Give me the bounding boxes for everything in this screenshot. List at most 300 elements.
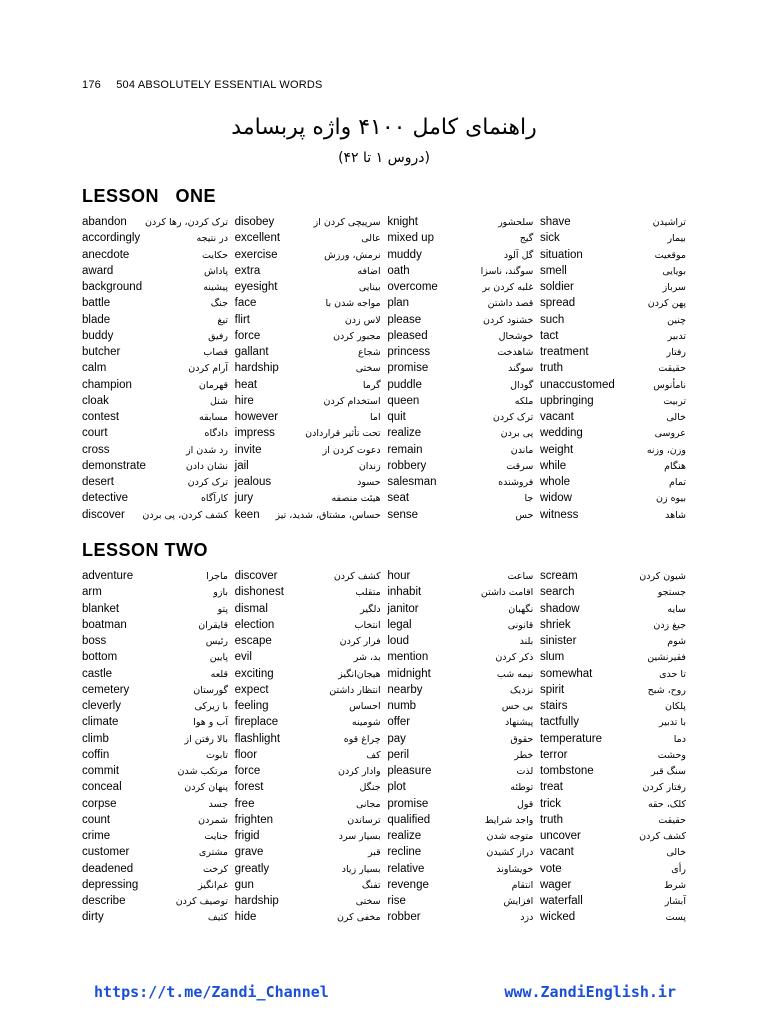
english-word: promise	[387, 797, 429, 810]
persian-meaning: کشف کردن	[333, 571, 381, 582]
persian-meaning: دما	[673, 733, 686, 745]
vocab-entry	[540, 798, 686, 814]
vocab-entry	[82, 668, 228, 684]
english-word: temperature	[539, 732, 602, 745]
persian-meaning: پیشینه	[203, 282, 228, 293]
persian-meaning: بویایی	[662, 265, 686, 277]
english-word: midnight	[387, 667, 431, 680]
running-header	[82, 79, 323, 91]
persian-meaning: ساعت	[507, 571, 534, 582]
english-word: slum	[539, 651, 565, 664]
english-word: court	[82, 427, 108, 440]
english-word: oath	[387, 264, 410, 277]
persian-meaning: در نتیجه	[196, 233, 228, 245]
vocab-entry	[235, 781, 381, 797]
persian-meaning: فروشنده	[498, 477, 534, 488]
english-word: puddle	[387, 378, 422, 391]
vocab-entry	[387, 509, 533, 525]
persian-meaning: استخدام کردن	[323, 395, 381, 407]
persian-meaning: ماندن	[510, 444, 534, 456]
persian-meaning: موقعیت	[654, 249, 686, 261]
persian-meaning: بی حس	[501, 701, 534, 712]
persian-meaning: رفتار	[666, 347, 686, 358]
persian-meaning: ترک کردن	[187, 477, 228, 488]
persian-meaning: واجد شرایط	[484, 814, 534, 826]
vocab-entry	[82, 444, 228, 460]
english-word: widow	[539, 492, 572, 505]
persian-meaning: گل آلود	[503, 249, 534, 261]
english-word: wicked	[539, 911, 576, 924]
vocab-entry	[235, 846, 381, 862]
persian-meaning: پلکان	[665, 701, 686, 712]
english-word: exciting	[234, 667, 274, 680]
english-word: plot	[387, 781, 406, 794]
word-column	[540, 216, 686, 525]
english-word: wager	[539, 878, 572, 891]
vocab-entry	[540, 476, 686, 492]
word-column	[82, 570, 228, 928]
english-word: wedding	[539, 427, 583, 440]
persian-meaning: حسود	[357, 477, 381, 488]
vocab-entry	[82, 863, 228, 879]
english-word: heat	[234, 378, 258, 391]
vocab-entry	[387, 733, 533, 749]
vocab-entry	[540, 249, 686, 265]
persian-meaning: بازو	[213, 587, 228, 599]
vocab-entry	[235, 863, 381, 879]
english-word: desert	[82, 476, 114, 488]
english-word: arm	[82, 586, 102, 599]
vocab-entry	[82, 781, 228, 797]
vocab-entry	[82, 297, 228, 313]
word-column	[235, 570, 381, 928]
english-word: castle	[82, 667, 113, 680]
vocab-entry	[235, 509, 381, 525]
persian-meaning: شرط	[663, 879, 686, 891]
english-word: whole	[539, 476, 571, 488]
english-word: plan	[387, 297, 410, 310]
persian-meaning: خوشحال	[498, 330, 534, 342]
persian-meaning: وادار کردن	[337, 766, 381, 777]
persian-meaning: مرتکب شدن	[177, 766, 228, 777]
english-word: robbery	[387, 459, 427, 472]
english-word: scream	[539, 570, 578, 582]
page-number: 176	[82, 79, 101, 91]
vocab-entry	[540, 427, 686, 443]
persian-meaning: قصاب	[203, 347, 228, 358]
vocab-entry	[82, 281, 228, 297]
vocab-entry	[540, 668, 686, 684]
persian-meaning: تا حدی	[659, 668, 686, 680]
vocab-entry	[387, 281, 533, 297]
persian-meaning: دعوت کردن از	[322, 444, 381, 456]
vocab-entry	[82, 733, 228, 749]
persian-meaning: با تدبیر	[659, 717, 686, 729]
vocab-entry	[540, 460, 686, 476]
english-word: force	[234, 765, 261, 777]
vocab-entry	[540, 330, 686, 346]
english-word: contest	[82, 411, 120, 423]
english-word: disobey	[234, 216, 275, 228]
persian-meaning: هنگام	[664, 460, 686, 472]
persian-meaning: سلحشور	[498, 217, 534, 228]
english-word: discover	[82, 508, 125, 521]
vocab-entry	[387, 863, 533, 879]
vocab-entry	[540, 879, 686, 895]
persian-meaning: کف	[366, 749, 381, 761]
vocab-entry	[235, 733, 381, 749]
english-word: trick	[539, 797, 562, 810]
vocab-entry	[387, 603, 533, 619]
english-word: salesman	[387, 476, 437, 488]
persian-meaning: شاهدخت	[497, 347, 534, 358]
vocab-entry	[235, 749, 381, 765]
persian-meaning: پهن کردن	[647, 298, 686, 310]
vocab-entry	[387, 411, 533, 427]
english-word: however	[234, 411, 279, 423]
english-word: unaccustomed	[539, 378, 615, 391]
english-word: battle	[82, 297, 111, 310]
persian-meaning: غم‌انگیز	[198, 879, 228, 891]
english-word: vote	[539, 862, 562, 875]
english-word: feeling	[234, 700, 269, 712]
vocab-entry	[387, 879, 533, 895]
vocab-entry	[387, 716, 533, 732]
persian-meaning: کشف کردن، پی بردن	[142, 509, 228, 521]
vocab-entry	[235, 476, 381, 492]
english-word: sinister	[539, 635, 577, 647]
vocab-entry	[235, 814, 381, 830]
vocab-entry	[540, 232, 686, 248]
english-word: flirt	[234, 313, 250, 326]
english-word: boss	[82, 635, 107, 647]
vocab-entry	[540, 911, 686, 927]
persian-meaning: فرار کردن	[339, 636, 381, 647]
english-word: dismal	[234, 602, 268, 615]
word-column	[387, 570, 533, 928]
english-word: cleverly	[82, 700, 121, 712]
persian-meaning: ماجرا	[206, 571, 228, 582]
vocab-entry	[540, 492, 686, 508]
vocab-entry	[82, 362, 228, 378]
persian-meaning: تحت تأثیر قراردادن	[305, 428, 381, 440]
persian-meaning: دلگیر	[360, 603, 381, 615]
vocab-entry	[235, 492, 381, 508]
vocab-entry	[387, 846, 533, 862]
vocab-entry	[235, 297, 381, 313]
english-word: realize	[387, 427, 422, 440]
persian-meaning: سرقت	[506, 460, 534, 472]
vocab-entry	[235, 911, 381, 927]
vocab-entry	[82, 216, 228, 232]
vocab-entry	[540, 651, 686, 667]
vocab-entry	[235, 265, 381, 281]
persian-meaning: آب و هوا	[193, 717, 228, 729]
telegram-channel-link[interactable]: https://t.me/Zandi_Channel	[94, 983, 329, 1001]
persian-meaning: سایه	[667, 603, 686, 615]
vocab-entry	[82, 314, 228, 330]
english-word: free	[234, 797, 255, 810]
vocab-entry	[540, 297, 686, 313]
vocab-entry	[235, 314, 381, 330]
persian-meaning: رأی	[671, 863, 686, 875]
persian-meaning: قایقران	[198, 619, 228, 631]
vocab-entry	[540, 814, 686, 830]
vocab-entry	[235, 281, 381, 297]
persian-meaning: بسیار سرد	[338, 831, 381, 842]
english-word: witness	[539, 508, 579, 521]
vocab-entry	[540, 216, 686, 232]
english-word: dirty	[82, 911, 104, 924]
vocab-entry	[540, 830, 686, 846]
vocab-entry	[387, 668, 533, 684]
persian-meaning: جستجو	[657, 587, 686, 599]
persian-meaning: اقامت داشتن	[480, 587, 534, 599]
english-word: loud	[387, 635, 410, 647]
english-word: knight	[387, 216, 418, 228]
word-column	[82, 216, 228, 525]
persian-meaning: پی بردن	[500, 428, 534, 440]
english-word: corpse	[82, 797, 117, 810]
persian-meaning: سرباز	[662, 282, 686, 293]
website-link[interactable]: www.ZandiEnglish.ir	[504, 983, 676, 1001]
persian-meaning: نشان دادن	[185, 460, 228, 472]
vocab-entry	[82, 570, 228, 586]
vocab-entry	[540, 635, 686, 651]
persian-meaning: خالی	[666, 412, 686, 423]
vocab-entry	[235, 586, 381, 602]
vocab-entry	[540, 895, 686, 911]
vocab-entry	[235, 651, 381, 667]
english-word: hardship	[234, 895, 279, 907]
vocab-entry	[82, 330, 228, 346]
vocab-entry	[540, 586, 686, 602]
persian-meaning: سرپیچی کردن از	[313, 217, 381, 228]
english-word: detective	[82, 492, 129, 505]
persian-meaning: پیشنهاد	[504, 717, 534, 729]
vocab-entry	[82, 814, 228, 830]
vocab-entry	[540, 603, 686, 619]
persian-meaning: مخفی کرن	[336, 912, 381, 924]
word-column	[387, 216, 533, 525]
persian-meaning: پنهان کردن	[184, 782, 228, 794]
vocab-entry	[82, 232, 228, 248]
english-word: upbringing	[539, 394, 594, 407]
persian-meaning: جا	[524, 493, 534, 505]
english-word: bottom	[82, 651, 118, 664]
english-word: anecdote	[82, 248, 130, 261]
vocab-entry	[387, 314, 533, 330]
vocab-entry	[387, 749, 533, 765]
english-word: offer	[387, 716, 411, 729]
persian-meaning: بد، شر	[353, 652, 381, 664]
persian-meaning: گورستان	[193, 684, 228, 696]
persian-meaning: هیجان‌انگیز	[338, 668, 381, 680]
vocab-entry	[540, 265, 686, 281]
english-word: abandon	[82, 216, 127, 228]
persian-meaning: آرام کردن	[188, 363, 228, 375]
english-word: shriek	[539, 618, 571, 631]
english-word: sense	[387, 508, 418, 521]
english-word: election	[234, 618, 275, 631]
english-word: commit	[82, 765, 120, 777]
vocab-entry	[387, 427, 533, 443]
vocab-entry	[387, 249, 533, 265]
persian-meaning: خشنود کردن	[482, 314, 534, 326]
vocab-entry	[82, 830, 228, 846]
persian-meaning: سنگ قبر	[650, 766, 686, 777]
english-word: buddy	[82, 329, 114, 342]
vocab-entry	[235, 379, 381, 395]
vocab-entry	[387, 684, 533, 700]
persian-meaning: تراشیدن	[652, 217, 686, 228]
vocab-entry	[235, 716, 381, 732]
english-word: rise	[387, 895, 406, 907]
english-word: qualified	[387, 813, 431, 826]
persian-meaning: وحشت	[657, 749, 686, 761]
english-word: cemetery	[82, 683, 130, 696]
vocab-entry	[82, 427, 228, 443]
english-word: robber	[387, 911, 421, 924]
english-word: calm	[82, 362, 107, 375]
persian-meaning: تربیت	[663, 395, 686, 407]
vocab-entry	[387, 586, 533, 602]
vocab-entry	[540, 281, 686, 297]
vocab-entry	[82, 879, 228, 895]
persian-meaning: نامأنوس	[653, 379, 686, 391]
vocab-entry	[235, 330, 381, 346]
persian-meaning: هیئت منصفه	[331, 493, 381, 505]
vocab-entry	[540, 379, 686, 395]
english-word: relative	[387, 862, 425, 875]
english-word: pleased	[387, 329, 428, 342]
english-word: shave	[539, 216, 571, 228]
persian-meaning: نزدیک	[510, 684, 534, 696]
persian-meaning: شنل	[209, 395, 228, 407]
lesson-one-word-list	[82, 216, 686, 525]
english-word: janitor	[387, 602, 419, 615]
vocab-entry	[540, 846, 686, 862]
persian-meaning: کثیف	[207, 912, 228, 924]
english-word: remain	[387, 443, 423, 456]
vocab-entry	[82, 635, 228, 651]
persian-meaning: مجانی	[355, 798, 381, 810]
vocab-entry	[540, 570, 686, 586]
english-word: expect	[234, 683, 269, 696]
english-word: adventure	[82, 570, 134, 582]
persian-meaning: انتقام	[511, 879, 534, 891]
vocab-entry	[387, 232, 533, 248]
english-word: conceal	[82, 781, 122, 794]
english-word: search	[539, 586, 575, 599]
vocab-entry	[235, 668, 381, 684]
persian-meaning: شیون کردن	[639, 571, 686, 582]
persian-meaning: مشتری	[198, 847, 228, 859]
english-word: peril	[387, 748, 410, 761]
persian-meaning: قصد داشتن	[487, 298, 534, 310]
vocab-entry	[387, 379, 533, 395]
persian-meaning: بلند	[519, 636, 534, 647]
vocab-entry	[82, 460, 228, 476]
persian-meaning: بیوه زن	[655, 493, 686, 505]
vocab-entry	[540, 781, 686, 797]
vocab-entry	[540, 765, 686, 781]
persian-meaning: بسیار زیاد	[341, 863, 381, 875]
persian-meaning: نرمش، ورزش	[324, 249, 381, 261]
persian-meaning: لاس زدن	[344, 314, 381, 326]
vocab-entry	[235, 346, 381, 362]
vocab-entry	[235, 619, 381, 635]
lesson-two-heading: LESSON TWO	[82, 540, 208, 560]
persian-meaning: روح، شبح	[647, 684, 686, 696]
word-column	[540, 570, 686, 928]
english-word: hide	[234, 911, 257, 924]
persian-meaning: مجبور کردن	[333, 330, 381, 342]
english-word: coffin	[82, 748, 110, 761]
persian-meaning: تیغ	[217, 314, 228, 326]
english-word: exercise	[234, 248, 278, 261]
persian-meaning: حقیقت	[658, 363, 686, 375]
english-word: climate	[82, 716, 119, 729]
english-word: floor	[234, 748, 258, 761]
english-word: eyesight	[234, 281, 278, 293]
english-word: hardship	[234, 362, 279, 375]
persian-meaning: حکایت	[202, 249, 228, 261]
vocab-entry	[82, 249, 228, 265]
english-word: promise	[387, 362, 429, 375]
persian-meaning: خالی	[666, 847, 686, 859]
vocab-entry	[235, 570, 381, 586]
vocab-entry	[540, 733, 686, 749]
persian-meaning: احساس	[349, 701, 381, 712]
page-subtitle: (دروس ۱ تا ۴۲)	[338, 150, 430, 166]
english-word: queen	[387, 394, 420, 407]
english-word: tombstone	[539, 765, 594, 777]
persian-meaning: افزایش	[503, 896, 534, 907]
persian-meaning: دزد	[520, 912, 534, 924]
persian-meaning: اما	[370, 412, 381, 423]
vocab-entry	[387, 814, 533, 830]
english-word: gun	[234, 878, 254, 891]
english-word: smell	[539, 264, 567, 277]
persian-meaning: فقیرنشین	[647, 652, 686, 664]
persian-meaning: متوجه شدن	[486, 831, 534, 842]
vocab-entry	[387, 765, 533, 781]
vocab-entry	[235, 232, 381, 248]
english-word: depressing	[82, 878, 139, 891]
english-word: jury	[234, 492, 254, 505]
english-word: keen	[234, 508, 260, 521]
english-word: muddy	[387, 248, 422, 261]
english-word: princess	[387, 346, 431, 358]
vocab-entry	[540, 444, 686, 460]
persian-meaning: حقیقت	[658, 814, 686, 826]
english-word: spread	[539, 297, 576, 310]
english-word: legal	[387, 618, 412, 631]
vocab-entry	[235, 635, 381, 651]
vocab-entry	[387, 492, 533, 508]
persian-meaning: جنگل	[359, 782, 381, 794]
vocab-entry	[387, 265, 533, 281]
english-word: revenge	[387, 878, 429, 891]
english-word: extra	[234, 264, 261, 277]
vocab-entry	[540, 684, 686, 700]
vocab-entry	[387, 895, 533, 911]
vocab-entry	[387, 330, 533, 346]
persian-meaning: رفیق	[208, 330, 228, 342]
persian-meaning: عروسی	[654, 428, 686, 440]
persian-meaning: سوگند، ناسزا	[480, 265, 534, 277]
